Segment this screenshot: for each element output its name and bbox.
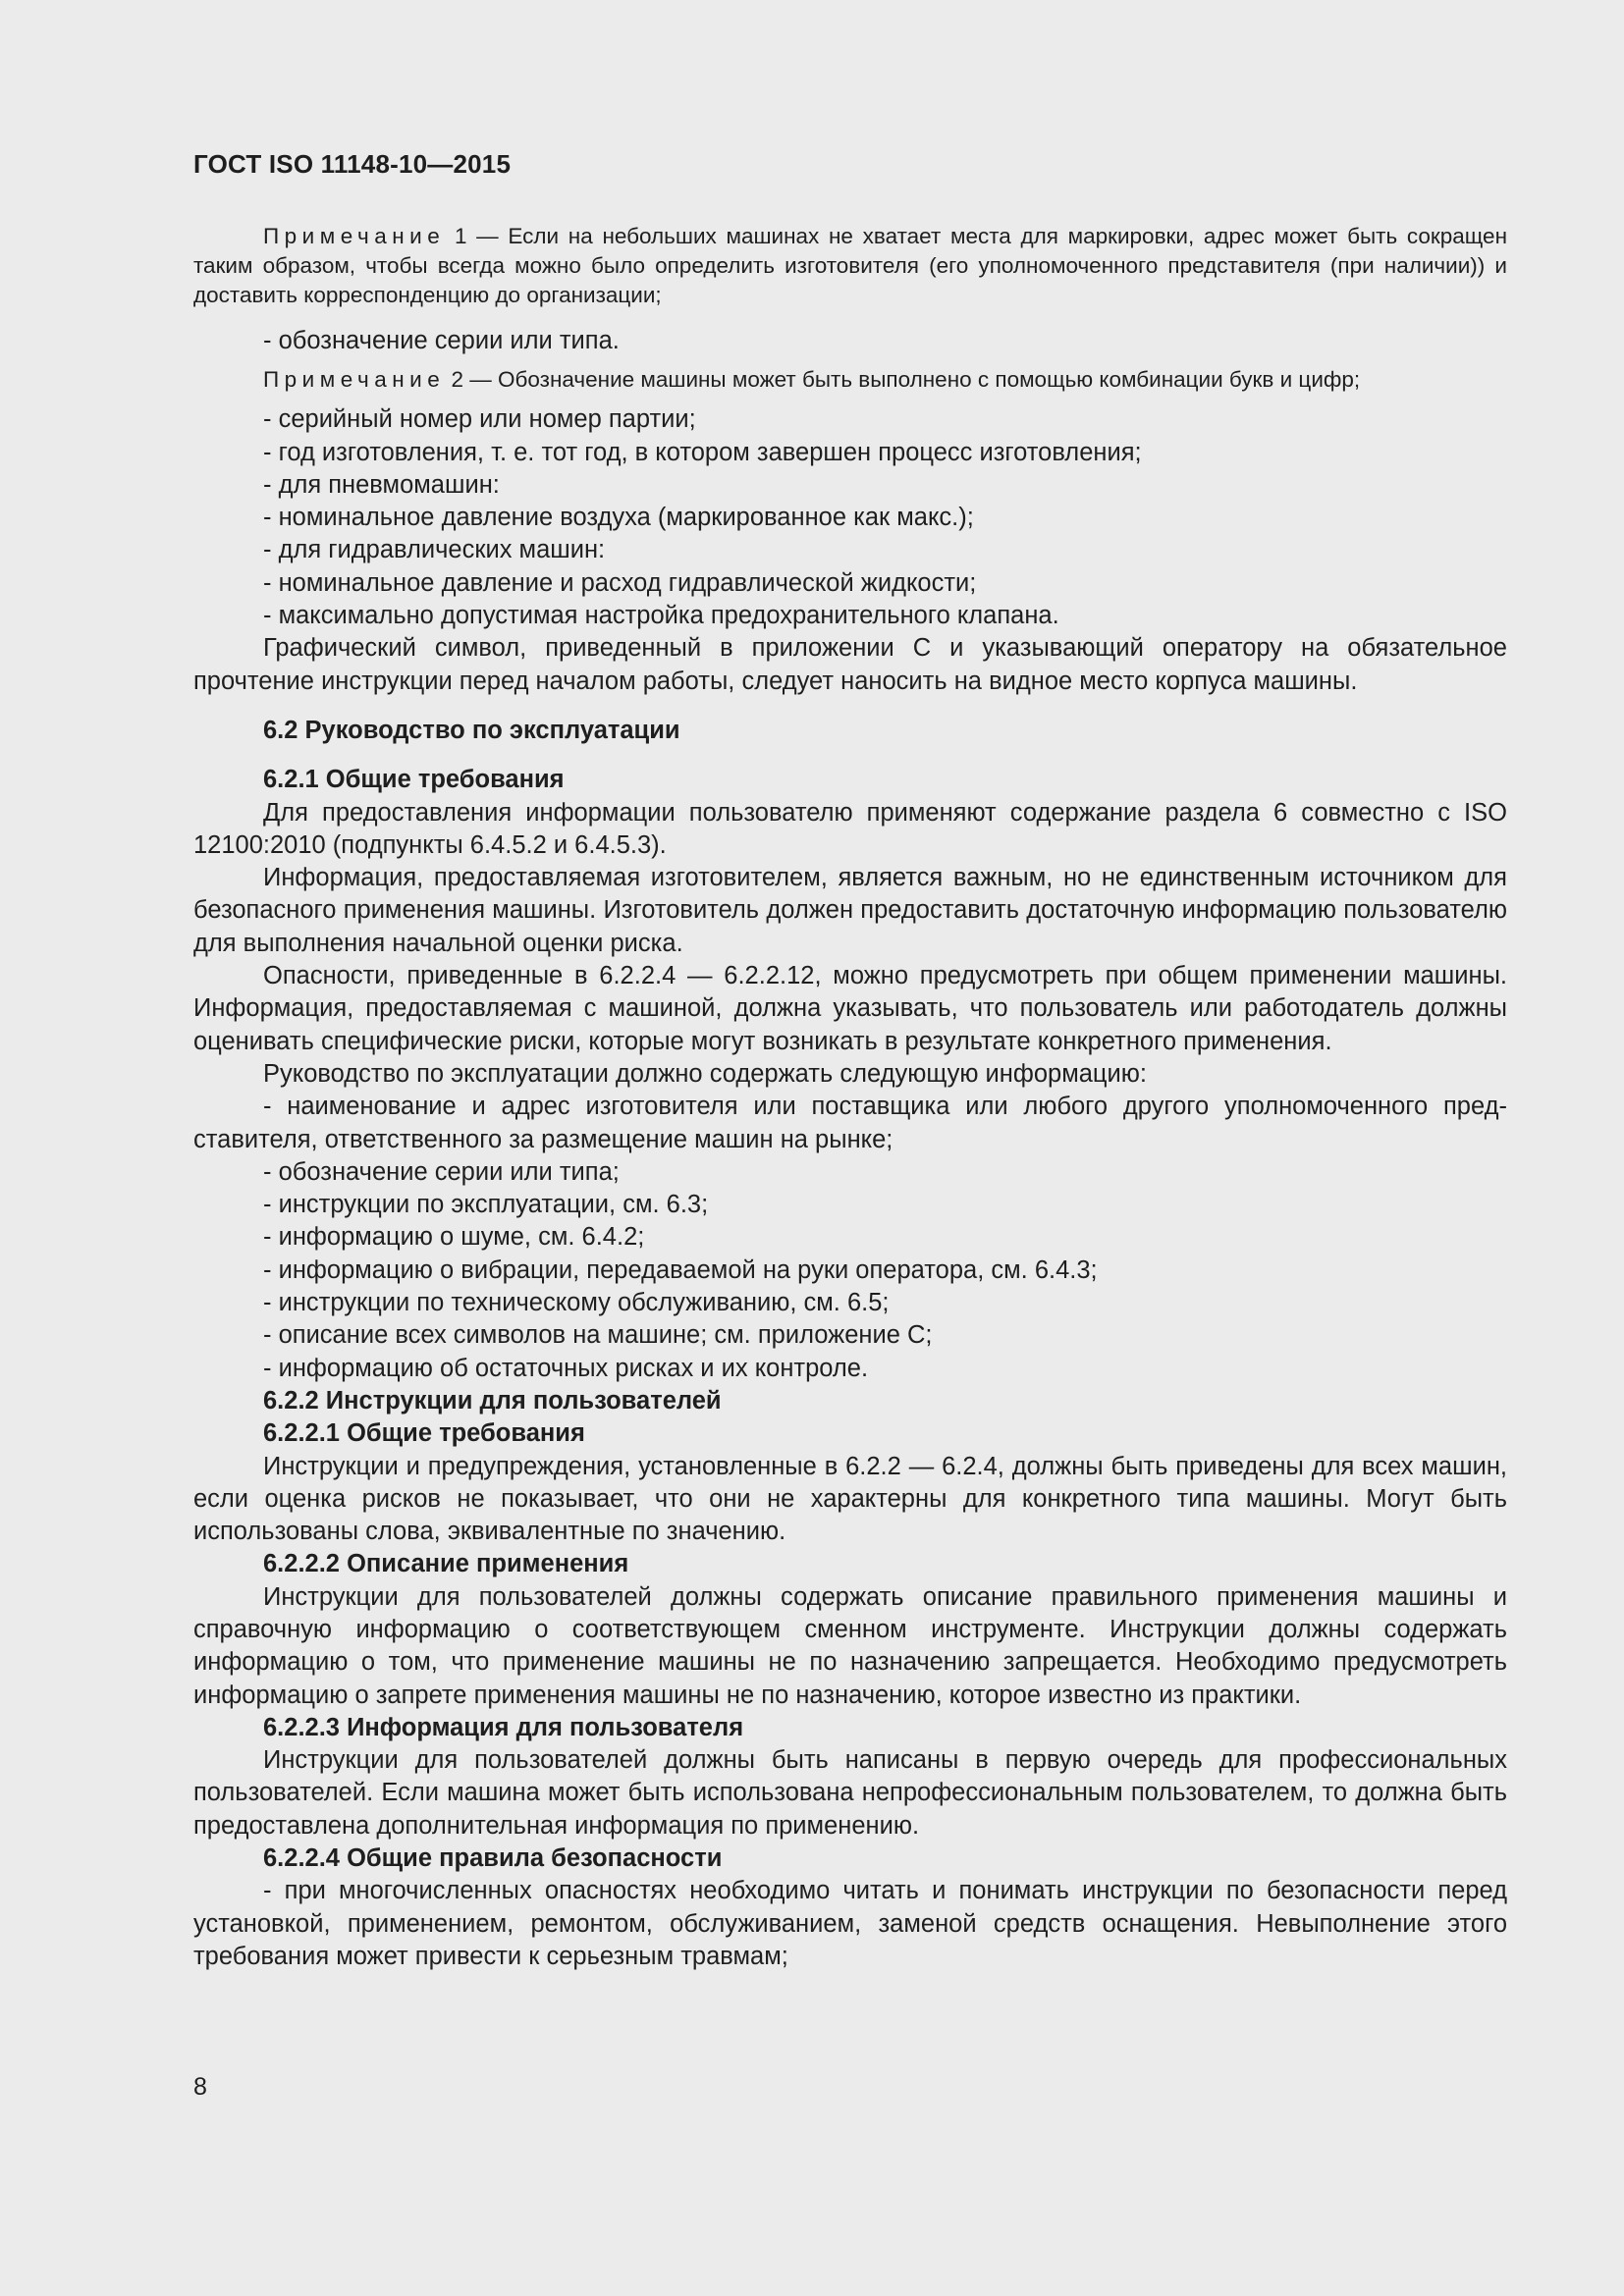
list-item: - информацию о шуме, см. 6.4.2;: [263, 1223, 645, 1252]
list-item: - информацию об остаточных рисках и их контроле.: [263, 1354, 869, 1382]
list-item-series-type: - обозначение серии или типа.: [263, 327, 620, 354]
paragraph: Для предоставления информации пользователю применяют содержание раздела 6 совместно с ISO 12100:2010 (подпункты 6.4.5.2 и 6.4.5.3).: [193, 798, 1507, 859]
paragraph: - при многочисленных опасностях необходимо читать и понимать инструкции по безопасности перед установкой, применением, ремонтом, обслуживанием, заменой средств оснащения. Невыполнение этого требования может привести к серьезным травмам;: [193, 1877, 1507, 1970]
paragraph: Инструкции и предупреждения, установленные в 6.2.2 — 6.2.4, должны быть приведены для всех машин, если оценка рисков не показывает, что они не характерны для конкретного типа машины. Могут быть использованы слова, эквивалентные по значению.: [193, 1452, 1507, 1546]
section-heading-6-2: 6.2 Руководство по эксплуатации: [263, 716, 680, 744]
list-item: - для пневмомашин:: [263, 470, 500, 499]
list-item: - наименование и адрес изготовителя или поставщика или любого другого уполномоченного представителя, ответственного за размещение машин на рынке;: [193, 1093, 1507, 1153]
list-item: - серийный номер или номер партии;: [263, 405, 696, 434]
section-heading-6-2-2: 6.2.2 Инструкции для пользователей: [263, 1386, 722, 1415]
list-item: - номинальное давление воздуха (маркированное как макс.);: [263, 504, 974, 532]
paragraph: Руководство по эксплуатации должно содержать следующую информацию:: [263, 1059, 1147, 1088]
page-content: [193, 222, 1507, 1973]
page-number: 8: [193, 2073, 207, 2101]
section-heading-6-2-2-3: 6.2.2.3 Информация для пользователя: [263, 1713, 744, 1741]
paragraph: Инструкции для пользователей должны содержать описание правильного применения машины и справочную информацию о соответствующем сменном инструменте. Инструкции должны содержать информацию о том, что применение машины не по назначению запрещается. Необходимо предусмотреть информацию о запрете применения машины не по назначению, которое известно из практики.: [193, 1582, 1507, 1709]
section-heading-6-2-1: 6.2.1 Общие требования: [263, 766, 565, 794]
paragraph: Инструкции для пользователей должны быть написаны в первую очередь для профессиональных пользователей. Если машина может быть использована непрофессиональным пользователем, то должна быть предоставлена дополнительная информация по применению.: [193, 1746, 1507, 1840]
section-heading-6-2-2-2: 6.2.2.2 Описание применения: [263, 1550, 629, 1578]
list-item: - номинальное давление и расход гидравлической жидкости;: [263, 568, 977, 597]
note-2-text: 2 — Обозначение машины может быть выполнено с помощью комбинации букв и цифр;: [445, 367, 1361, 393]
marking-list: [193, 403, 1507, 632]
list-item: - обозначение серии или типа;: [263, 1157, 620, 1186]
list-item: - инструкции по эксплуатации, см. 6.3;: [263, 1191, 709, 1219]
list-item: - год изготовления, т. е. тот год, в котором завершен процесс изготовления;: [263, 438, 1142, 466]
note-1: [193, 222, 1507, 310]
paragraph: Информация, предоставляемая изготовителем, является важным, но не единственным источником для безопасного применения машины. Изготовитель должен предоставить достаточную информацию пользователю для выполнения начальной оценки риска.: [193, 864, 1507, 957]
paragraph: Опасности, приведенные в 6.2.2.4 — 6.2.2.12, можно предусмотреть при общем применении машины. Информация, предоставляемая с машиной, должна указывать, что пользователь или работодатель должны оценивать специфические риски, которые могут возникать в результате конкретного применения.: [193, 962, 1507, 1055]
list-item: - для гидравлических машин:: [263, 536, 606, 564]
manual-contents-list: [193, 1091, 1507, 1385]
list-item: - максимально допустимая настройка предохранительного клапана.: [263, 602, 1059, 630]
list-item: - инструкции по техническому обслуживанию, см. 6.5;: [263, 1289, 890, 1317]
note-1-text: 1 — Если на небольших машинах не хватает места для маркировки, адрес может быть сокращен таким образом, чтобы всегда можно было определить изготовителя (его уполномоченного представителя (при наличии)) и доставить корреспонденцию до организации;: [193, 224, 1507, 307]
note-2: [193, 365, 1507, 395]
section-heading-6-2-2-1: 6.2.2.1 Общие требования: [263, 1419, 585, 1448]
list-item: - описание всех символов на машине; см. приложение С;: [263, 1321, 933, 1350]
note-1-label: Примечание: [263, 224, 446, 248]
document-header: ГОСТ ISO 11148-10—2015: [193, 149, 512, 179]
list-item: - информацию о вибрации, передаваемой на руки оператора, см. 6.4.3;: [263, 1255, 1098, 1284]
note-2-label: Примечание: [263, 367, 446, 393]
section-heading-6-2-2-4: 6.2.2.4 Общие правила безопасности: [263, 1844, 723, 1873]
paragraph-graphic-symbol: Графический символ, приведенный в приложении С и указывающий оператору на обязательное прочтение инструкции перед началом работы, следует наносить на видное место корпуса машины.: [193, 634, 1507, 695]
